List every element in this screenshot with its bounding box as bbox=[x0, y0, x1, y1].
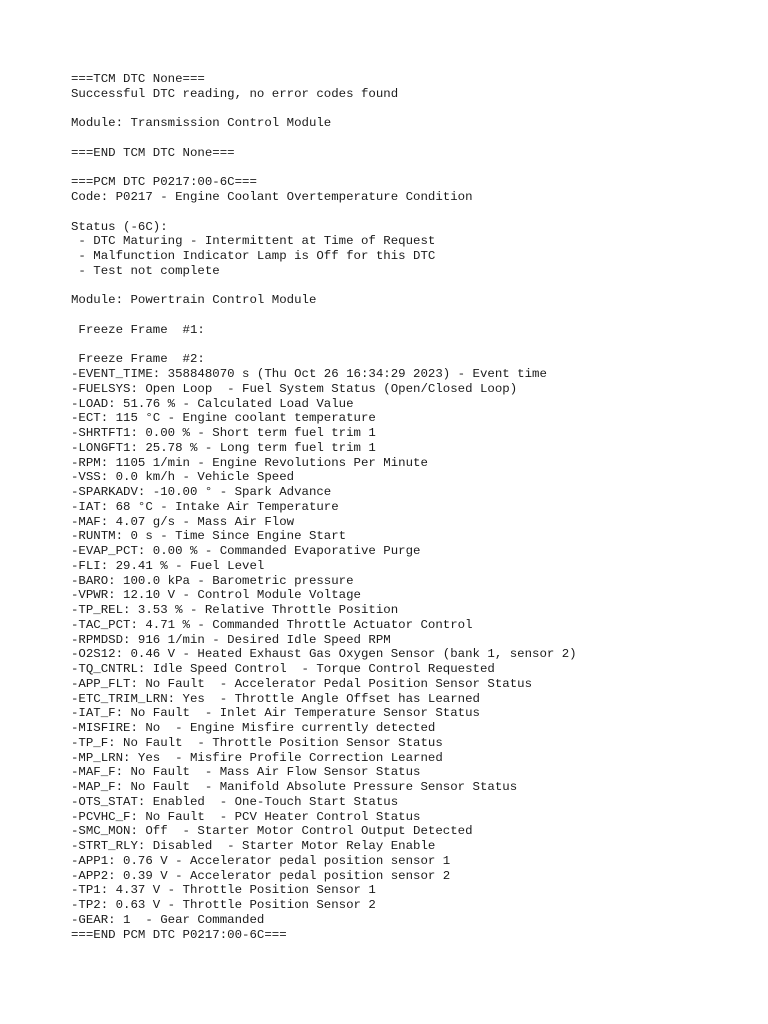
freeze-frame-1-title: Freeze Frame #1: bbox=[71, 322, 205, 337]
tcm-section bbox=[71, 72, 751, 161]
param-line: -MP_LRN: Yes - Misfire Profile Correction Learned bbox=[71, 750, 443, 765]
blank-line bbox=[71, 131, 751, 146]
pcm-status-item: - DTC Maturing - Intermittent at Time of Request bbox=[71, 234, 436, 249]
param-line: -STRT_RLY: Disabled - Starter Motor Relay Enable bbox=[71, 839, 436, 853]
param-line: -EVAP_PCT: 0.00 % - Commanded Evaporative Purge bbox=[71, 544, 421, 558]
pcm-status-item: - Test not complete bbox=[71, 263, 220, 278]
param-line: -SPARKADV: -10.00 ° - Spark Advance bbox=[71, 485, 332, 499]
pcm-section bbox=[71, 175, 751, 942]
tcm-module: Module: Transmission Control Module bbox=[71, 116, 332, 131]
dtc-report bbox=[71, 72, 751, 942]
pcm-code: Code: P0217 - Engine Coolant Overtemperature Condition bbox=[71, 190, 473, 204]
param-line: -SHRTFT1: 0.00 % - Short term fuel trim 1 bbox=[71, 426, 376, 440]
param-line: -APP_FLT: No Fault - Accelerator Pedal Position Sensor Status bbox=[71, 676, 533, 691]
param-line: -IAT: 68 °C - Intake Air Temperature bbox=[71, 499, 339, 514]
param-line: -BARO: 100.0 kPa - Barometric pressure bbox=[71, 573, 354, 588]
param-line: -ETC_TRIM_LRN: Yes - Throttle Angle Offset has Learned bbox=[71, 691, 480, 706]
param-line: -PCVHC_F: No Fault - PCV Heater Control Status bbox=[71, 809, 421, 824]
param-line: -TQ_CNTRL: Idle Speed Control - Torque Control Requested bbox=[71, 662, 495, 676]
param-line: -OTS_STAT: Enabled - One-Touch Start Status bbox=[71, 794, 399, 809]
param-line: -RUNTM: 0 s - Time Since Engine Start bbox=[71, 529, 347, 544]
param-line: -MAF_F: No Fault - Mass Air Flow Sensor Status bbox=[71, 765, 421, 780]
blank-line bbox=[71, 102, 751, 117]
blank-line bbox=[71, 279, 751, 294]
blank-line bbox=[71, 161, 751, 176]
param-line: -MAP_F: No Fault - Manifold Absolute Pressure Sensor Status bbox=[71, 780, 518, 794]
param-line: -VSS: 0.0 km/h - Vehicle Speed bbox=[71, 470, 295, 485]
param-line: -EVENT_TIME: 358848070 s (Thu Oct 26 16:34:29 2023) - Event time bbox=[71, 367, 547, 381]
param-line: -TP_F: No Fault - Throttle Position Sensor Status bbox=[71, 735, 443, 750]
param-line: -TAC_PCT: 4.71 % - Commanded Throttle Actuator Control bbox=[71, 617, 473, 632]
param-line: -FUELSYS: Open Loop - Fuel System Status (Open/Closed Loop) bbox=[71, 381, 518, 396]
pcm-header: ===PCM DTC P0217:00-6C=== bbox=[71, 175, 257, 190]
param-line: -TP2: 0.63 V - Throttle Position Sensor 2 bbox=[71, 898, 376, 912]
param-line: -APP2: 0.39 V - Accelerator pedal position sensor 2 bbox=[71, 868, 451, 883]
param-line: -TP_REL: 3.53 % - Relative Throttle Position bbox=[71, 603, 399, 617]
param-line: -RPMDSD: 916 1/min - Desired Idle Speed RPM bbox=[71, 632, 391, 647]
param-line: -APP1: 0.76 V - Accelerator pedal position sensor 1 bbox=[71, 853, 451, 868]
pcm-module: Module: Powertrain Control Module bbox=[71, 293, 317, 308]
tcm-message: Successful DTC reading, no error codes found bbox=[71, 86, 399, 101]
param-line: -RPM: 1105 1/min - Engine Revolutions Per Minute bbox=[71, 455, 428, 470]
freeze-frame-2-title: Freeze Frame #2: bbox=[71, 352, 205, 367]
param-line: -ECT: 115 °C - Engine coolant temperature bbox=[71, 411, 376, 426]
blank-line bbox=[71, 338, 751, 353]
param-line: -MISFIRE: No - Engine Misfire currently detected bbox=[71, 721, 436, 735]
blank-line bbox=[71, 205, 751, 220]
param-line: -GEAR: 1 - Gear Commanded bbox=[71, 912, 265, 927]
param-line: -IAT_F: No Fault - Inlet Air Temperature Sensor Status bbox=[71, 706, 480, 721]
freeze-frame-2-parameters bbox=[71, 367, 751, 928]
pcm-status-title: Status (-6C): bbox=[71, 219, 168, 234]
param-line: -O2S12: 0.46 V - Heated Exhaust Gas Oxygen Sensor (bank 1, sensor 2) bbox=[71, 647, 577, 662]
blank-line bbox=[71, 308, 751, 323]
tcm-header: ===TCM DTC None=== bbox=[71, 72, 205, 86]
tcm-footer: ===END TCM DTC None=== bbox=[71, 145, 235, 160]
param-line: -VPWR: 12.10 V - Control Module Voltage bbox=[71, 588, 361, 603]
param-line: -TP1: 4.37 V - Throttle Position Sensor 1 bbox=[71, 883, 376, 898]
param-line: -LOAD: 51.76 % - Calculated Load Value bbox=[71, 396, 354, 411]
pcm-footer: ===END PCM DTC P0217:00-6C=== bbox=[71, 927, 287, 942]
param-line: -SMC_MON: Off - Starter Motor Control Output Detected bbox=[71, 824, 473, 839]
param-line: -MAF: 4.07 g/s - Mass Air Flow bbox=[71, 514, 295, 529]
param-line: -LONGFT1: 25.78 % - Long term fuel trim 1 bbox=[71, 440, 376, 455]
pcm-status-item: - Malfunction Indicator Lamp is Off for this DTC bbox=[71, 249, 436, 263]
param-line: -FLI: 29.41 % - Fuel Level bbox=[71, 558, 265, 573]
